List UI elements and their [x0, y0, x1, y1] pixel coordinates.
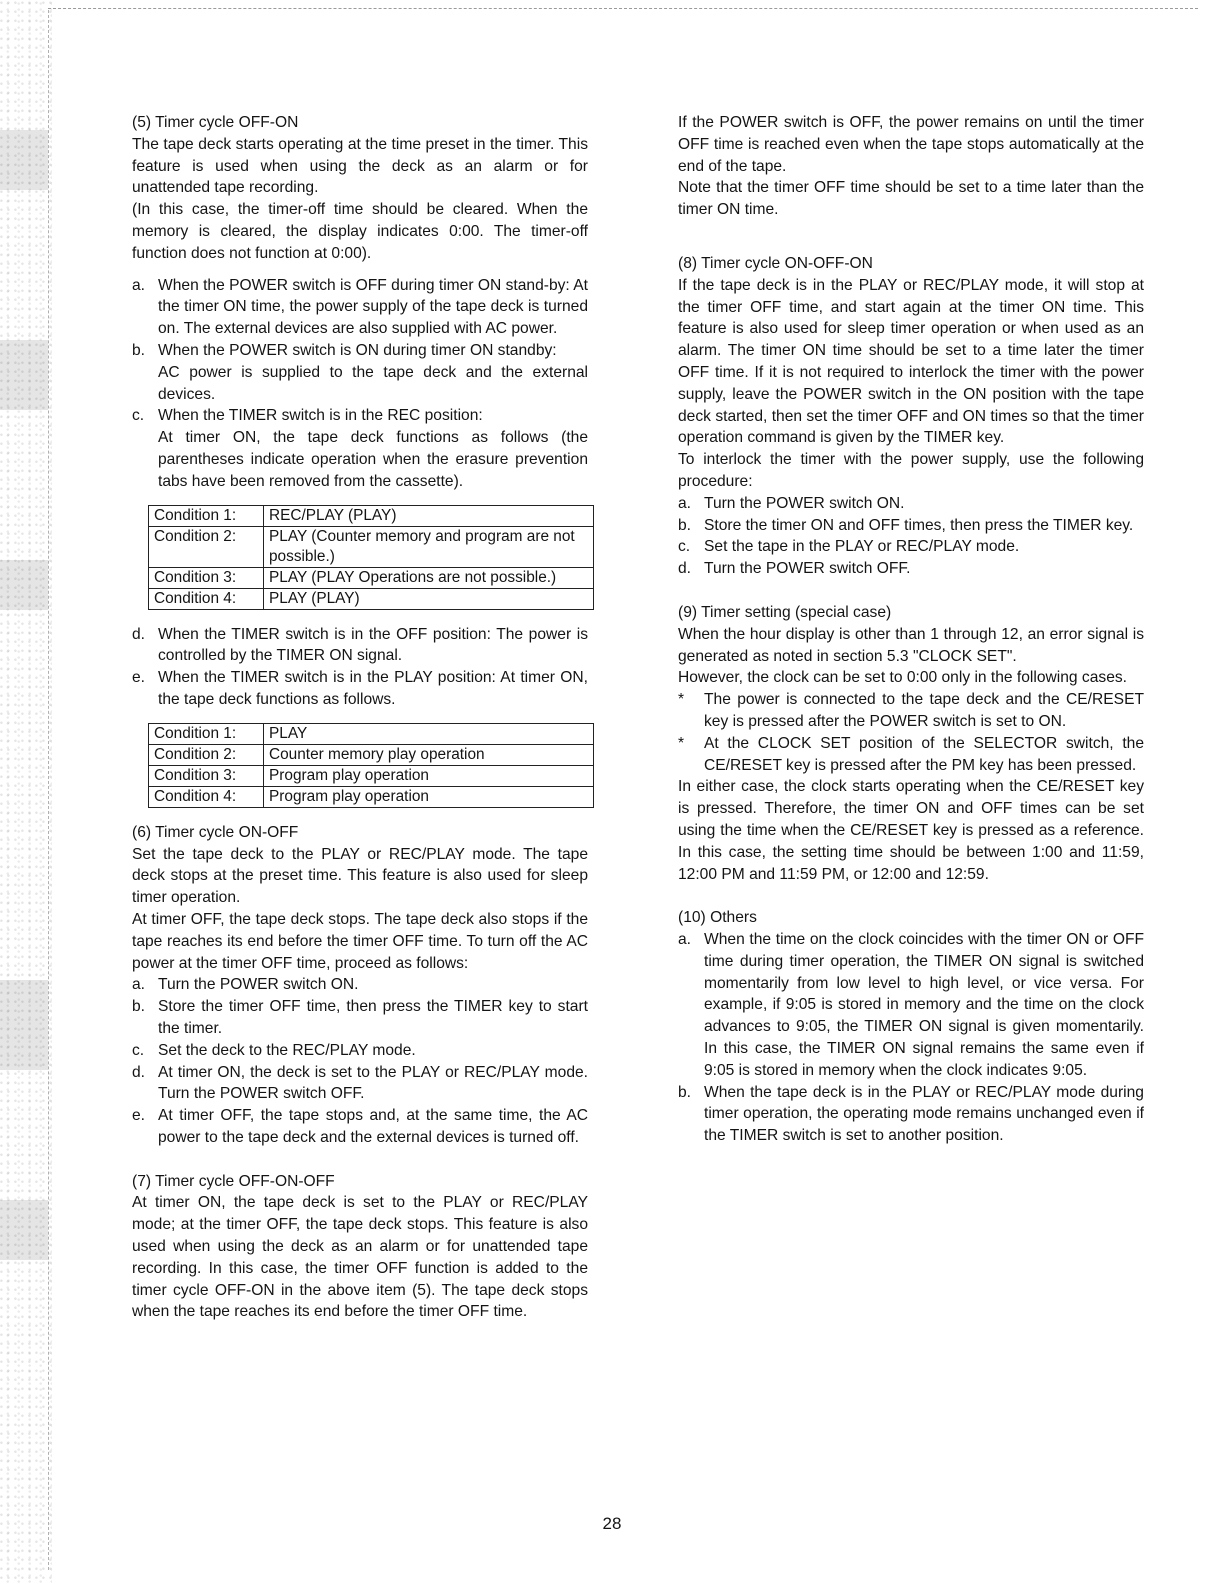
- item-text: When the tape deck is in the PLAY or REC/PLAY mode during timer operation, the operating mode remains unchanged even if the TIMER switch is set to another position.: [704, 1083, 1144, 1145]
- item-text: When the time on the clock coincides with the timer ON or OFF time during timer operation, the TIMER ON signal is switched momentarily from low level to high level, or vice versa. For example, if 9:05 is stored in memory and the time on the clock advances to 9:05, the TIMER ON signal is given momentarily. In this case, the TIMER ON signal remains the same even if 9:05 is stored in memory when the clock indicates 9:05.: [704, 931, 1144, 1079]
- item-text: Set the tape in the PLAY or REC/PLAY mode.: [704, 538, 1020, 556]
- section-9-bullet: [678, 733, 1144, 777]
- item-text: Store the timer OFF time, then press the TIMER key to start the timer.: [158, 998, 588, 1037]
- section-9-paragraph: In either case, the clock starts operating when the CE/RESET key is pressed. Therefore, the timer ON and OFF times can be set using the time when the CE/RESET key is pressed as a reference. In this case, the setting time should be between 1:00 and 11:59, 12:00 PM and 11:59 PM, or 12:00 and 12:59.: [678, 778, 1144, 883]
- item-text: Store the timer ON and OFF times, then press the TIMER key.: [704, 516, 1134, 534]
- section-8-step: [678, 536, 1144, 558]
- section-6-step: [132, 1062, 588, 1106]
- item-text: Turn the POWER switch ON.: [158, 976, 359, 994]
- section-9-paragraph: When the hour display is other than 1 through 12, an error signal is generated as noted in section 5.3 "CLOCK SET".: [678, 625, 1144, 665]
- play-condition-table: [148, 723, 594, 808]
- table-row: [149, 786, 594, 807]
- section-5-item-d: [132, 624, 588, 668]
- scan-blot: [0, 340, 48, 410]
- section-5-item-a: [132, 275, 588, 340]
- section-6-paragraph: At timer OFF, the tape deck stops. The tape deck also stops if the tape reaches its end before the timer OFF time. To turn off the AC power at the timer OFF time, proceed as follows:: [132, 910, 588, 972]
- item-text: The power is connected to the tape deck and the CE/RESET key is pressed after the POWER switch is set to ON.: [704, 691, 1144, 730]
- item-marker: e.: [132, 669, 146, 687]
- operation-cell: PLAY (PLAY Operations are not possible.): [264, 567, 594, 588]
- operation-cell: REC/PLAY (PLAY): [264, 505, 594, 526]
- section-5-item-c: [132, 405, 588, 492]
- condition-cell: Condition 1:: [149, 723, 264, 744]
- item-marker: b.: [678, 1083, 692, 1101]
- operation-cell: Program play operation: [264, 786, 594, 807]
- section-10-heading: (10) Others: [678, 909, 757, 927]
- section-10-item: [678, 1082, 1144, 1147]
- asterisk-marker: *: [678, 734, 685, 752]
- operation-cell: PLAY (Counter memory and program are not possible.): [264, 526, 594, 567]
- section-8-heading: (8) Timer cycle ON-OFF-ON: [678, 254, 873, 272]
- table-row: [149, 744, 594, 765]
- operation-cell: Program play operation: [264, 765, 594, 786]
- section-6-step: [132, 974, 588, 996]
- condition-cell: Condition 4:: [149, 786, 264, 807]
- section-5-item-b: [132, 340, 588, 405]
- binding-line: [48, 10, 49, 1570]
- item-text: When the TIMER switch is in the PLAY position: At timer ON, the tape deck functions as follows.: [158, 669, 588, 708]
- section-6-paragraph: Set the tape deck to the PLAY or REC/PLAY mode. The tape deck stops at the preset time. This feature is also used for sleep timer operation.: [132, 845, 588, 907]
- section-10-item: [678, 929, 1144, 1082]
- item-text: Set the deck to the REC/PLAY mode.: [158, 1041, 416, 1059]
- item-text: When the POWER switch is ON during timer ON standby:: [158, 341, 557, 359]
- scan-blot: [0, 1200, 48, 1260]
- item-text: When the POWER switch is OFF during timer ON stand-by: At the timer ON time, the power supply of the tape deck is turned on. The external devices are also supplied with AC power.: [158, 276, 588, 338]
- operation-cell: PLAY: [264, 723, 594, 744]
- section-7-paragraph: At timer ON, the tape deck is set to the PLAY or REC/PLAY mode; at the timer OFF, the tape deck stops. This feature is also used when using the deck as an alarm or for unattended tape recording. In this case, the timer OFF function is added to the timer cycle OFF-ON in the above item (5). The tape deck stops when the tape reaches its end before the timer OFF time.: [132, 1194, 588, 1321]
- asterisk-marker: *: [678, 691, 685, 709]
- top-rule: [48, 8, 1198, 9]
- page-number: 28: [602, 1514, 622, 1533]
- item-marker: a.: [132, 976, 146, 994]
- item-marker: b.: [678, 516, 692, 534]
- item-marker: d.: [132, 625, 146, 643]
- table-row: [149, 723, 594, 744]
- section-8-paragraph: If the tape deck is in the PLAY or REC/PLAY mode, it will stop at the timer OFF time, and start again at the timer ON time. This feature is also used for sleep timer operation or when used as an alarm. The timer ON time should be set to a time later the timer OFF time. If it is not required to interlock the timer with the power supply, leave the POWER switch in the ON position with the tape deck started, then set the timer OFF and ON times so that the timer operation command is given by the TIMER key.: [678, 276, 1144, 447]
- section-5-note: (In this case, the timer-off time should be cleared. When the memory is cleared, the display indicates 0:00. The timer-off function does not function at 0:00).: [132, 201, 588, 262]
- section-5-paragraph: The tape deck starts operating at the time preset in the timer. This feature is used when using the deck as an alarm or for unattended tape recording.: [132, 135, 588, 197]
- section-8-step: [678, 558, 1144, 580]
- section-9-bullet: [678, 689, 1144, 733]
- section-8-step: [678, 493, 1144, 515]
- section-8-step: [678, 515, 1144, 537]
- left-column: [132, 112, 588, 1323]
- table-row: [149, 588, 594, 609]
- section-9-heading: (9) Timer setting (special case): [678, 603, 892, 621]
- item-marker: e.: [132, 1107, 146, 1125]
- item-marker: a.: [132, 276, 146, 294]
- section-7-note: Note that the timer OFF time should be set to a time later than the timer ON time.: [678, 179, 1144, 219]
- item-text: Turn the POWER switch ON.: [704, 494, 905, 512]
- section-6-heading: (6) Timer cycle ON-OFF: [132, 823, 299, 841]
- item-text: AC power is supplied to the tape deck and the external devices.: [158, 363, 588, 403]
- item-text: When the TIMER switch is in the REC position:: [158, 407, 483, 425]
- rec-condition-table: [148, 505, 594, 610]
- item-text: Turn the POWER switch OFF.: [704, 560, 911, 578]
- operation-cell: Counter memory play operation: [264, 744, 594, 765]
- binding-edge-artifact: [0, 0, 52, 1584]
- condition-cell: Condition 2:: [149, 526, 264, 567]
- section-6-step: [132, 996, 588, 1040]
- condition-cell: Condition 3:: [149, 765, 264, 786]
- section-7-heading: (7) Timer cycle OFF-ON-OFF: [132, 1172, 335, 1190]
- item-marker: a.: [678, 931, 692, 949]
- table-row: [149, 526, 594, 567]
- condition-cell: Condition 3:: [149, 567, 264, 588]
- condition-cell: Condition 1:: [149, 505, 264, 526]
- condition-cell: Condition 4:: [149, 588, 264, 609]
- operation-cell: PLAY (PLAY): [264, 588, 594, 609]
- item-text: At timer ON, the tape deck functions as follows (the parentheses indicate operation when the erasure prevention tabs have been removed from the cassette).: [158, 429, 588, 490]
- item-marker: b.: [132, 341, 146, 359]
- table-row: [149, 567, 594, 588]
- table-row: [149, 765, 594, 786]
- section-5-item-e: [132, 667, 588, 711]
- item-marker: c.: [132, 1041, 145, 1059]
- item-marker: c.: [132, 407, 145, 425]
- item-text: At the CLOCK SET position of the SELECTOR switch, the CE/RESET key is pressed after the PM key has been pressed.: [704, 734, 1144, 774]
- item-text: At timer OFF, the tape stops and, at the same time, the AC power to the tape deck and the external devices is turned off.: [158, 1107, 588, 1146]
- section-8-paragraph: To interlock the timer with the power supply, use the following procedure:: [678, 451, 1144, 490]
- scan-blot: [0, 980, 48, 1070]
- section-9-paragraph: However, the clock can be set to 0:00 only in the following cases.: [678, 669, 1128, 687]
- section-7-continued: If the POWER switch is OFF, the power remains on until the timer OFF time is reached even when the tape stops automatically at the end of the tape.: [678, 114, 1144, 175]
- item-marker: d.: [678, 560, 692, 578]
- item-marker: a.: [678, 494, 692, 512]
- scan-blot: [0, 560, 48, 610]
- scan-blot: [0, 130, 48, 190]
- item-marker: d.: [132, 1063, 146, 1081]
- item-marker: c.: [678, 538, 691, 556]
- table-row: [149, 505, 594, 526]
- condition-cell: Condition 2:: [149, 744, 264, 765]
- section-5-heading: (5) Timer cycle OFF-ON: [132, 114, 299, 131]
- section-6-step: [132, 1040, 588, 1062]
- right-column: [678, 112, 1144, 1147]
- item-text: At timer ON, the deck is set to the PLAY or REC/PLAY mode. Turn the POWER switch OFF.: [158, 1063, 588, 1103]
- section-6-step: [132, 1105, 588, 1149]
- item-text: When the TIMER switch is in the OFF position: The power is controlled by the TIMER ON signal.: [158, 625, 588, 665]
- item-marker: b.: [132, 998, 146, 1016]
